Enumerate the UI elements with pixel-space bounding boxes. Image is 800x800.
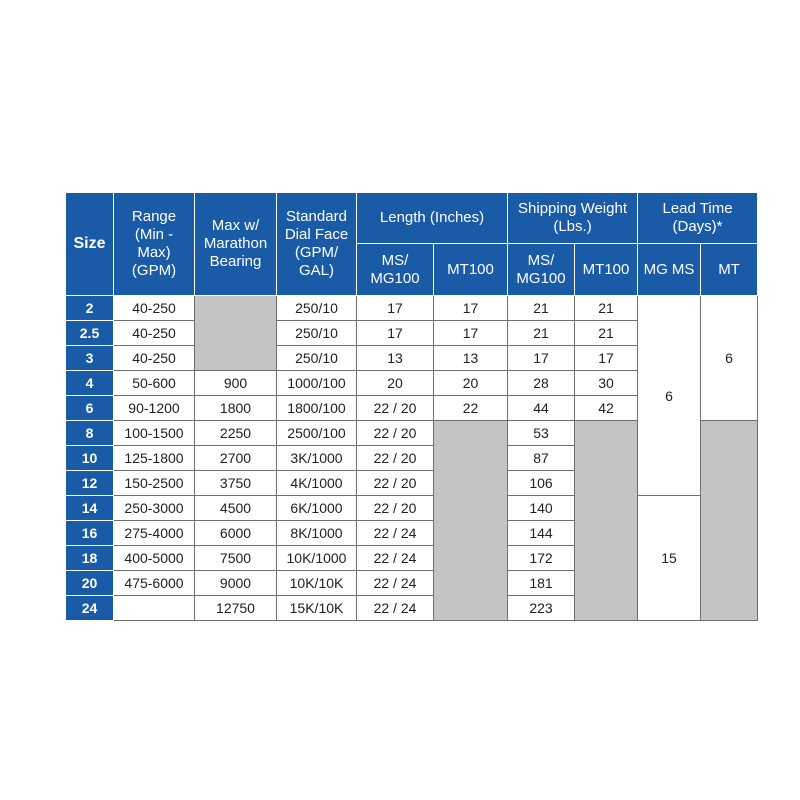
shipping-ms-cell: 28 [508,371,575,396]
shipping-ms-cell: 21 [508,321,575,346]
length-mt-cell: 22 [434,396,508,421]
dial-cell: 1000/100 [277,371,357,396]
lead-mg-group1: 6 [638,296,701,496]
max-marathon-cell: 1800 [195,396,277,421]
length-ms-cell: 22 / 24 [357,596,434,621]
max-marathon-cell: 900 [195,371,277,396]
length-ms-cell: 22 / 24 [357,521,434,546]
max-marathon-unavailable [195,296,277,371]
shipping-ms-cell: 172 [508,546,575,571]
range-cell: 90-1200 [114,396,195,421]
size-cell: 2 [66,296,114,321]
dial-cell: 10K/10K [277,571,357,596]
table-row [66,296,758,321]
shipping-ms-cell: 144 [508,521,575,546]
size-cell: 12 [66,471,114,496]
range-cell [114,596,195,621]
size-cell: 2.5 [66,321,114,346]
shipping-mt-cell: 42 [575,396,638,421]
max-marathon-cell: 4500 [195,496,277,521]
length-ms-header: MS/ MG100 [357,244,434,296]
dial-cell: 1800/100 [277,396,357,421]
lead-mt-group1: 6 [701,296,758,421]
size-cell: 8 [66,421,114,446]
specifications-table [65,192,758,621]
shipping-mt-header: MT100 [575,244,638,296]
max-marathon-cell: 2700 [195,446,277,471]
dial-cell: 8K/1000 [277,521,357,546]
length-mt-cell: 17 [434,296,508,321]
dial-cell: 250/10 [277,296,357,321]
size-cell: 18 [66,546,114,571]
length-mt-cell: 20 [434,371,508,396]
size-cell: 6 [66,396,114,421]
dial-cell: 4K/1000 [277,471,357,496]
range-cell: 100-1500 [114,421,195,446]
shipping-mt-cell: 30 [575,371,638,396]
shipping-ms-cell: 181 [508,571,575,596]
length-ms-cell: 22 / 24 [357,571,434,596]
shipping-ms-cell: 17 [508,346,575,371]
dial-cell: 3K/1000 [277,446,357,471]
range-cell: 400-5000 [114,546,195,571]
lead-mt-unavailable [701,421,758,621]
length-mt-header: MT100 [434,244,508,296]
length-ms-cell: 22 / 20 [357,396,434,421]
shipping-mt-cell: 21 [575,296,638,321]
size-cell: 10 [66,446,114,471]
length-ms-cell: 22 / 24 [357,546,434,571]
shipping-mt-unavailable [575,421,638,621]
size-cell: 3 [66,346,114,371]
shipping-ms-cell: 223 [508,596,575,621]
range-cell: 40-250 [114,346,195,371]
range-cell: 40-250 [114,296,195,321]
lead-mt-header: MT [701,244,758,296]
length-mt-unavailable [434,421,508,621]
dial-face-header: Standard Dial Face (GPM/ GAL) [277,193,357,296]
range-cell: 275-4000 [114,521,195,546]
length-ms-cell: 17 [357,321,434,346]
length-ms-cell: 22 / 20 [357,471,434,496]
dial-cell: 250/10 [277,346,357,371]
size-cell: 4 [66,371,114,396]
dial-cell: 2500/100 [277,421,357,446]
length-mt-cell: 17 [434,321,508,346]
shipping-mt-cell: 21 [575,321,638,346]
shipping-ms-cell: 106 [508,471,575,496]
max-marathon-cell: 12750 [195,596,277,621]
max-marathon-cell: 9000 [195,571,277,596]
size-cell: 14 [66,496,114,521]
range-header: Range (Min - Max) (GPM) [114,193,195,296]
length-mt-cell: 13 [434,346,508,371]
lead-mg-group2: 15 [638,496,701,621]
range-cell: 475-6000 [114,571,195,596]
size-cell: 24 [66,596,114,621]
lead-mg-header: MG MS [638,244,701,296]
range-cell: 40-250 [114,321,195,346]
size-cell: 16 [66,521,114,546]
shipping-ms-cell: 140 [508,496,575,521]
size-header: Size [66,193,114,296]
lead-time-header: Lead Time (Days)* [638,193,758,244]
length-ms-cell: 22 / 20 [357,496,434,521]
length-ms-cell: 22 / 20 [357,446,434,471]
dial-cell: 10K/1000 [277,546,357,571]
range-cell: 150-2500 [114,471,195,496]
shipping-ms-cell: 21 [508,296,575,321]
max-marathon-cell: 7500 [195,546,277,571]
length-header: Length (Inches) [357,193,508,244]
size-cell: 20 [66,571,114,596]
max-marathon-cell: 6000 [195,521,277,546]
shipping-ms-cell: 53 [508,421,575,446]
length-ms-cell: 13 [357,346,434,371]
shipping-weight-header: Shipping Weight (Lbs.) [508,193,638,244]
dial-cell: 250/10 [277,321,357,346]
shipping-ms-header: MS/ MG100 [508,244,575,296]
max-marathon-header: Max w/ Marathon Bearing [195,193,277,296]
range-cell: 250-3000 [114,496,195,521]
table-row [66,496,758,521]
shipping-ms-cell: 44 [508,396,575,421]
max-marathon-cell: 3750 [195,471,277,496]
dial-cell: 15K/10K [277,596,357,621]
shipping-mt-cell: 17 [575,346,638,371]
length-ms-cell: 20 [357,371,434,396]
shipping-ms-cell: 87 [508,446,575,471]
range-cell: 125-1800 [114,446,195,471]
max-marathon-cell: 2250 [195,421,277,446]
range-cell: 50-600 [114,371,195,396]
length-ms-cell: 17 [357,296,434,321]
length-ms-cell: 22 / 20 [357,421,434,446]
dial-cell: 6K/1000 [277,496,357,521]
